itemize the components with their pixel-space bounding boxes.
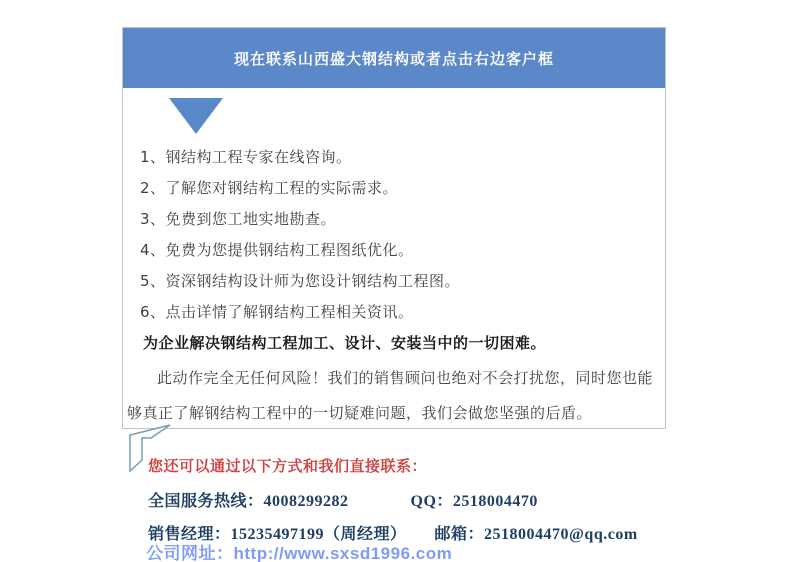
down-triangle-icon — [169, 98, 223, 134]
manager-phone: 15235497199（周经理） — [230, 526, 407, 543]
promo-panel — [122, 27, 666, 429]
step-item-4: 4、免费为您提供钢结构工程图纸优化。 — [140, 241, 414, 259]
step-item-6: 6、点击详情了解钢结构工程相关资讯。 — [140, 303, 414, 321]
step-item-2: 2、了解您对钢结构工程的实际需求。 — [140, 179, 399, 197]
email-label: 邮箱： — [434, 526, 485, 543]
promo-panel-body — [123, 88, 665, 428]
step-item-5: 5、资深钢结构设计师为您设计钢结构工程图。 — [140, 272, 461, 290]
qq-number: 2518004470 — [452, 493, 538, 510]
website-link[interactable]: http://www.sxsd1996.com — [233, 544, 453, 562]
qq-label: QQ： — [410, 493, 453, 510]
website-label: 公司网址： — [146, 544, 234, 562]
promise-statement: 为企业解决钢结构工程加工、设计、安装当中的一切困难。 — [143, 334, 547, 352]
banner — [123, 28, 665, 88]
website-row — [146, 539, 452, 562]
step-item-3: 3、免费到您工地实地勘查。 — [140, 210, 337, 228]
step-item-1: 1、钢结构工程专家在线咨询。 — [140, 148, 352, 166]
email-address: 2518004470@qq.com — [484, 526, 638, 543]
contact-intro: 您还可以通过以下方式和我们直接联系： — [148, 457, 428, 475]
reassurance-paragraph: 此动作完全无任何风险！我们的销售顾问也绝对不会打扰您，同时您也能够真正了解钢结构工程中的一切疑难问题，我们会做您坚强的后盾。 — [127, 369, 654, 422]
hotline-label: 全国服务热线： — [148, 493, 264, 510]
steps-list — [123, 142, 665, 328]
hotline-row — [148, 488, 538, 511]
hotline-number: 4008299282 — [263, 493, 349, 510]
banner-title: 现在联系山西盛大钢结构或者点击右边客户框 — [233, 49, 554, 68]
manager-label: 销售经理： — [148, 526, 231, 543]
